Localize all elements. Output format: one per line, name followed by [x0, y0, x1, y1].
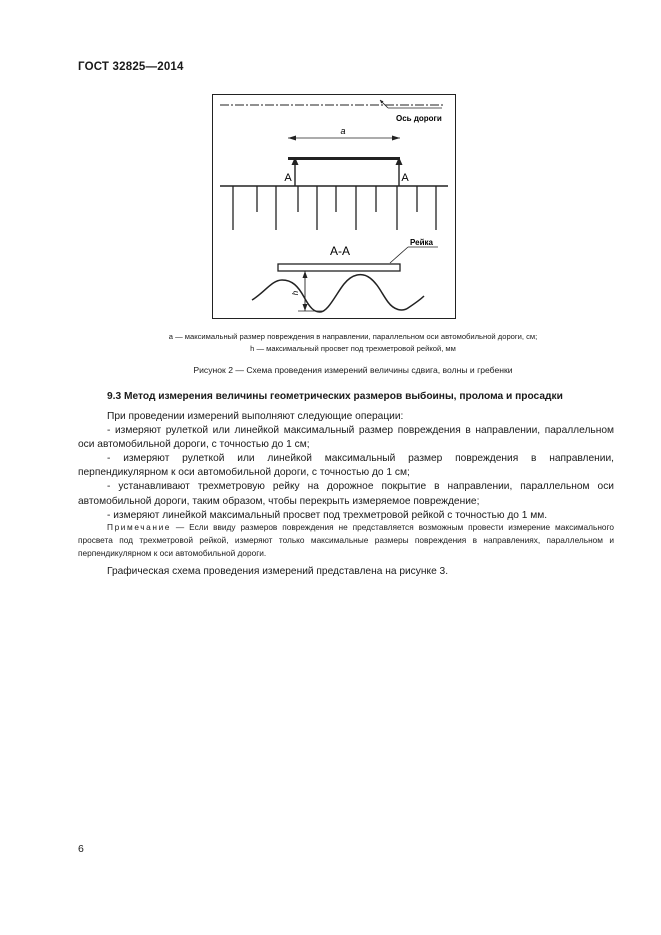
note-text: — Если ввиду размеров повреждения не представляется возможным провести измерение максимального просвета под трехметровой рейкой, измеряют только максимальные размеры повреждения в направлениях, параллельном и перпендикулярном к оси автомобильной дороги.: [78, 522, 614, 558]
rail-section-view: [278, 264, 400, 271]
figure-2-diagram: [212, 94, 456, 319]
legend-item-a: a — максимальный размер повреждения в направлении, параллельном оси автомобильной дороги, см;: [168, 332, 538, 341]
road-axis-label: Ось дороги: [396, 114, 442, 123]
figure-frame: [213, 95, 456, 319]
note-block: [78, 521, 614, 560]
measurement-scheme-svg: [212, 94, 456, 319]
paragraph-step-4: - измеряют линейкой максимальный просвет под трехметровой рейкой с точностью до 1 мм.: [107, 509, 548, 521]
clearance-label-h: h: [291, 290, 300, 296]
closing-paragraph: Графическая схема проведения измерений представлена на рисунке 3.: [107, 566, 449, 577]
document-header: ГОСТ 32825—2014: [78, 61, 184, 73]
paragraph-step-3: - устанавливают трехметровую рейку на дорожное покрытие в направлении, параллельном оси автомобильной дороги, таким образом, чтобы перекрыть измеряемое повреждение;: [78, 481, 614, 507]
section-aa-title: A-A: [329, 244, 351, 258]
paragraph-intro: При проведении измерений выполняют следующие операции:: [107, 411, 404, 422]
note-label: Примечание: [107, 522, 172, 532]
page-number: 6: [78, 843, 84, 855]
legend-item-h: h — максимальный просвет под трехметровой рейкой, мм: [250, 344, 456, 353]
rail-plan-view: [288, 157, 400, 160]
paragraph-step-2: - измеряют рулеткой или линейкой максимальный размер повреждения в направлении, перпендикулярном к оси автомобильной дороги, с точностью до 1 см;: [78, 453, 614, 479]
figure-caption: Рисунок 2 — Схема проведения измерений величины сдвига, волны и гребенки: [193, 365, 513, 375]
section-body: [78, 410, 614, 523]
paragraph-step-1: - измеряют рулеткой или линейкой максимальный размер повреждения в направлении, параллельном оси автомобильной дороги, с точностью до 1 см;: [78, 425, 614, 451]
dimension-label-a: a: [340, 126, 346, 136]
rail-label: Рейка: [410, 238, 433, 247]
section-title: 9.3 Метод измерения величины геометрических размеров выбоины, пролома и просадки: [107, 391, 563, 402]
figure-legend: [78, 331, 628, 355]
section-label-left: A: [284, 172, 292, 184]
section-label-right: A: [401, 172, 409, 184]
